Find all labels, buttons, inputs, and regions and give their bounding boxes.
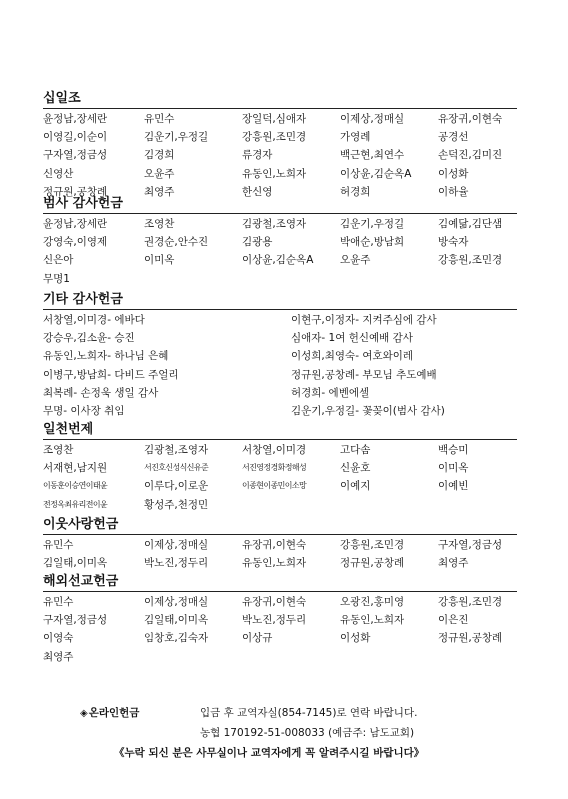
names-grid: [43, 441, 518, 514]
name-cell: 이제상,정매실: [144, 539, 209, 551]
name-cell: 서재현,남지원: [43, 462, 108, 475]
name-cell: 김광용: [242, 236, 273, 249]
thanks-entry: 정규원,공창례- 부모님 추도예배: [291, 368, 437, 381]
name-cell: 강흥원,조민경: [242, 131, 307, 144]
name-cell: 박노진,정두리: [144, 557, 209, 570]
section-overseas-mission: [43, 573, 518, 666]
name-cell: 임창호,김숙자: [144, 632, 209, 645]
name-cell: 오윤주: [144, 167, 175, 180]
name-cell: 박노진,정두리: [242, 614, 307, 627]
name-cell: 오윤주: [340, 254, 371, 267]
name-cell: 백근현,최연수: [340, 149, 405, 162]
thanks-entry: 허경희- 에벤에셀: [291, 386, 370, 399]
name-cell: 권경순,안수진: [144, 236, 209, 249]
name-cell: 구자열,정금성: [438, 539, 503, 551]
name-cell: 가영례: [340, 131, 371, 144]
thanks-entry: 이병구,방남희- 다비드 주얼리: [43, 368, 179, 381]
name-cell: 김광철,조영자: [242, 218, 307, 230]
online-offering-label: ◈온라인헌금: [80, 707, 140, 719]
name-cell: 유동인,노희자: [242, 557, 307, 570]
section-title: 범사 감사헌금: [43, 196, 123, 211]
name-cell: 무명1: [43, 272, 70, 285]
bank-account: 농협 170192-51-008033 (예금주: 남도교회): [200, 727, 415, 739]
name-cell: 신영산: [43, 167, 74, 180]
name-cell: 정규원,공창례: [43, 185, 108, 198]
name-cell: 강영숙,이영제: [43, 236, 108, 249]
name-cell: 정규원,공창례: [340, 557, 405, 570]
name-cell: 최영주: [43, 650, 74, 663]
name-cell: 유민수: [43, 539, 74, 551]
name-cell: 강흥원,조민경: [438, 254, 503, 267]
names-grid: [43, 593, 518, 666]
names-grid: [43, 215, 518, 288]
section-neighbor-love: [43, 516, 518, 572]
section-other-thanks: [43, 291, 518, 420]
name-cell: 강흥원,조민경: [438, 596, 503, 608]
name-cell: 윤정남,장세란: [43, 113, 108, 125]
thanks-entry: 이현구,이정자- 지켜주심에 감사: [291, 314, 437, 326]
name-cell: 구자열,정금성: [43, 614, 108, 627]
name-cell: [144, 270, 242, 288]
thanks-entry: 무명- 이사장 취임: [43, 404, 125, 417]
name-cell: 이상윤,김순옥A: [340, 167, 412, 180]
name-cell: [438, 648, 518, 666]
name-cell: 신은아: [43, 254, 74, 267]
name-cell: 장일덕,심애자: [242, 113, 307, 125]
name-cell: 김광철,조영자: [144, 444, 209, 456]
name-cell: 이종현이종민이소망: [242, 481, 307, 491]
name-cell: 김일태,이미옥: [144, 614, 209, 627]
name-cell: 허경희: [340, 185, 371, 198]
thanks-entry: 강승우,김소윤- 승진: [43, 332, 135, 345]
name-cell: [144, 648, 242, 666]
name-cell: 이미옥: [438, 462, 469, 475]
name-cell: 이하율: [438, 185, 469, 198]
names-grid: [43, 536, 518, 572]
name-cell: 서진영정경화정해성: [242, 463, 307, 473]
section-divider: [43, 439, 517, 440]
name-cell: 유민수: [144, 113, 175, 125]
name-cell: 유민수: [43, 596, 74, 608]
name-cell: 윤정남,장세란: [43, 218, 108, 230]
name-cell: 이성화: [438, 167, 469, 180]
section-tithe: [43, 90, 518, 201]
name-cell: 고다솜: [340, 444, 371, 456]
name-cell: 오광진,홍미영: [340, 596, 405, 608]
name-cell: 이동훈이승연이태윤: [43, 481, 108, 491]
name-cell: [242, 270, 340, 288]
section-divider: [43, 591, 517, 592]
section-divider: [43, 534, 517, 535]
contact-instruction: 입금 후 교역자실(854-7145)로 연락 바랍니다.: [200, 707, 418, 719]
name-cell: 이제상,정매실: [144, 596, 209, 608]
section-first-time: [43, 421, 518, 514]
name-cell: 유장귀,이현숙: [242, 596, 307, 608]
name-cell: 이미옥: [144, 254, 175, 267]
thanks-entry: 심애자- 1여 헌신예배 감사: [291, 332, 413, 345]
name-cell: 이루다,이로운: [144, 480, 209, 493]
name-cell: 서진호신성식신유준: [144, 463, 209, 473]
section-divider: [43, 108, 517, 109]
name-cell: 강흥원,조민경: [340, 539, 405, 551]
name-cell: 서창열,이미경: [242, 444, 307, 456]
name-cell: 유장귀,이현숙: [242, 539, 307, 551]
thanks-entry: 이성희,최영숙- 여호와이레: [291, 350, 414, 363]
name-cell: [340, 648, 438, 666]
name-cell: 김운기,우정길: [144, 131, 209, 144]
name-cell: 조영찬: [144, 218, 175, 230]
name-cell: 김일태,이미옥: [43, 557, 108, 570]
name-cell: [438, 496, 518, 514]
name-cell: 공경선: [438, 131, 469, 144]
name-cell: 이은진: [438, 614, 469, 627]
name-cell: 조영찬: [43, 444, 74, 456]
name-cell: [242, 648, 340, 666]
section-title: 해외선교헌금: [43, 574, 119, 589]
name-cell: [340, 270, 438, 288]
name-cell: 전정옥최유리전이윤: [43, 499, 108, 509]
thanks-grid: [43, 311, 518, 420]
section-divider: [43, 309, 517, 310]
section-thanks-everything: [43, 195, 518, 288]
omission-notice: 《누락 되신 분은 사무실이나 교역자에게 꼭 알려주시길 바랍니다》: [114, 747, 425, 759]
name-cell: 유장귀,이현숙: [438, 113, 503, 125]
section-title: 십일조: [43, 91, 81, 106]
name-cell: 이예지: [340, 480, 371, 493]
diamond-icon: ◈: [80, 708, 88, 719]
name-cell: [340, 496, 438, 514]
name-cell: 신윤호: [340, 462, 371, 475]
name-cell: 이성화: [340, 632, 371, 645]
name-cell: 최영주: [438, 557, 469, 570]
name-cell: 이제상,정매실: [340, 113, 405, 125]
names-grid: [43, 110, 518, 201]
thanks-entry: 최복례- 손정욱 생일 감사: [43, 386, 159, 399]
thanks-entry: 서창열,이미경- 에바다: [43, 314, 145, 326]
name-cell: 류경자: [242, 149, 273, 162]
name-cell: 구자열,정금성: [43, 149, 108, 162]
name-cell: 백승미: [438, 444, 469, 456]
name-cell: 정규원,공창례: [438, 632, 503, 645]
section-title: 기타 감사헌금: [43, 292, 123, 307]
name-cell: 유동인,노희자: [340, 614, 405, 627]
name-cell: 이상규: [242, 632, 273, 645]
name-cell: 이예빈: [438, 480, 469, 493]
name-cell: 황성주,천정민: [144, 498, 209, 511]
section-title: 이웃사랑헌금: [43, 517, 119, 532]
name-cell: 방숙자: [438, 236, 469, 249]
name-cell: [438, 270, 518, 288]
name-cell: 박애순,방남희: [340, 236, 405, 249]
thanks-entry: 유동인,노희자- 하나님 은혜: [43, 350, 169, 363]
section-title: 일천번제: [43, 422, 94, 437]
name-cell: 이영숙: [43, 632, 74, 645]
name-cell: [242, 496, 340, 514]
name-cell: 손덕진,김미진: [438, 149, 503, 162]
name-cell: 이상윤,김순옥A: [242, 254, 314, 267]
name-cell: 유동인,노희자: [242, 167, 307, 180]
name-cell: 김경희: [144, 149, 175, 162]
name-cell: 김운기,우정길: [340, 218, 405, 230]
name-cell: 이영길,이순이: [43, 131, 108, 144]
name-cell: 김예닮,김단샘: [438, 218, 503, 230]
online-offering-footer: [80, 705, 520, 759]
section-divider: [43, 213, 517, 214]
thanks-entry: 김운기,우정길- 꽃꽂이(범사 감사): [291, 404, 445, 417]
name-cell: 최영주: [144, 185, 175, 198]
name-cell: 한신영: [242, 185, 273, 198]
